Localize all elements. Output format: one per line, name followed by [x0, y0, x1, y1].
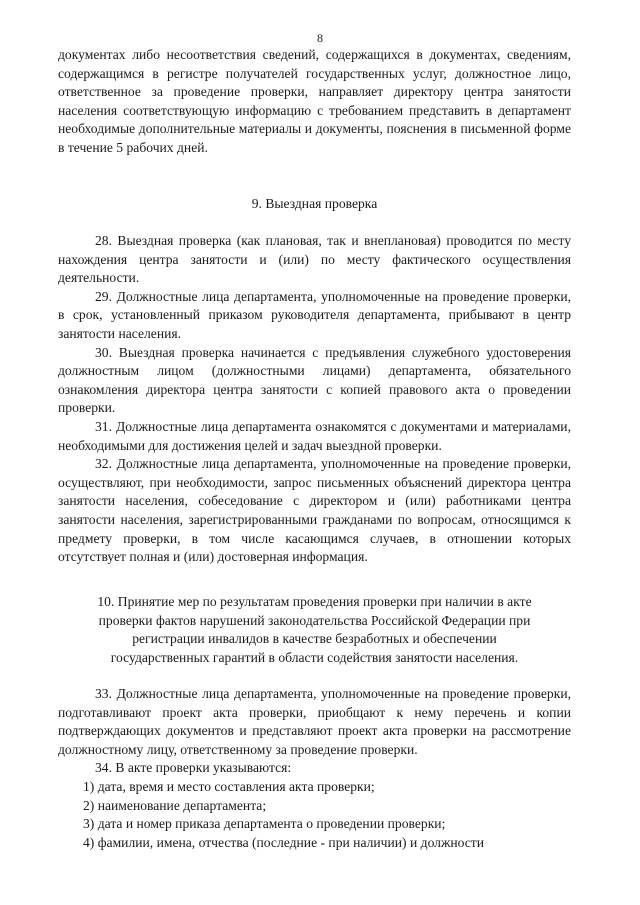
section-10-title [48, 593, 581, 667]
section-9-body [58, 232, 571, 567]
page-number: 8 [317, 31, 323, 45]
paragraph-34: 34. В акте проверки указываются: [95, 760, 292, 776]
list-item: 1) дата, время и место составления акта проверки; [83, 779, 375, 794]
paragraph-30: 30. Выездная проверка начинается с предъявления служебного удостоверения должностным лицом (должностными лицами) департамента, обязательного ознакомления директора центра занятости с копией правового акта о проведении проверки. [58, 344, 571, 416]
top-paragraph-block [58, 46, 571, 158]
act-contents-list [58, 778, 571, 852]
list-item: 4) фамилии, имена, отчества (последние - при наличии) и должности [83, 834, 485, 850]
list-item: 3) дата и номер приказа департамента о проведении проверки; [83, 816, 446, 832]
section-10-title-line: 10. Принятие мер по результатам проведения проверки при наличии в акте [97, 594, 532, 609]
paragraph-29: 29. Должностные лица департамента, уполномоченные на проведение проверки, в срок, установленный приказом руководителя департамента, прибывают в центр занятости населения. [58, 288, 571, 341]
paragraph-31: 31. Должностные лица департамента ознакомятся с документами и материалами, необходимыми для достижения целей и задач выездной проверки. [58, 418, 571, 453]
paragraph-28: 28. Выездная проверка (как плановая, так и внеплановая) проводится по месту нахождения центра занятости и (или) по месту фактического осуществления деятельности. [58, 233, 571, 286]
section-10-title-line: государственных гарантий в области содействия занятости населения. [110, 649, 519, 665]
section-9-title: 9. Выездная проверка [251, 196, 378, 211]
section-10-title-line: регистрации инвалидов в качестве безработных и обеспечении [132, 631, 497, 647]
section-10-body [58, 685, 571, 778]
section-10-title-line: проверки фактов нарушений законодательства Российской Федерации при [98, 612, 531, 628]
paragraph-32: 32. Должностные лица департамента, уполномоченные на проведение проверки, осуществляют, при необходимости, запрос письменных объяснений директора центра занятости населения, собеседование с директором и (или) работниками центра занятости населения, зарегистрированными гражданами по вопросам, относящимся к предмету проверки, в том числе касающимся случаев, в отношении которых отсутствует полная и (или) достоверная информация. [58, 456, 571, 565]
paragraph-33: 33. Должностные лица департамента, уполномоченные на проведение проверки, подготавливают проект акта проверки, приобщают к нему перечень и копии подтверждающих документов и представляют проект акта проверки на рассмотрение должностному лицу, ответственному за проведение проверки. [58, 686, 571, 757]
continued-paragraph: документах либо несоответствия сведений, содержащихся в документах, сведениям, содержащимся в регистре получателей государственных услуг, должностное лицо, ответственное за проведение проверки, направляет директору центра занятости населения соответствующую информацию с требованием представить в департамент необходимые дополнительные материалы и документы, пояснения в письменной форме в течение 5 рабочих дней. [58, 47, 571, 155]
list-item: 2) наименование департамента; [83, 797, 267, 813]
